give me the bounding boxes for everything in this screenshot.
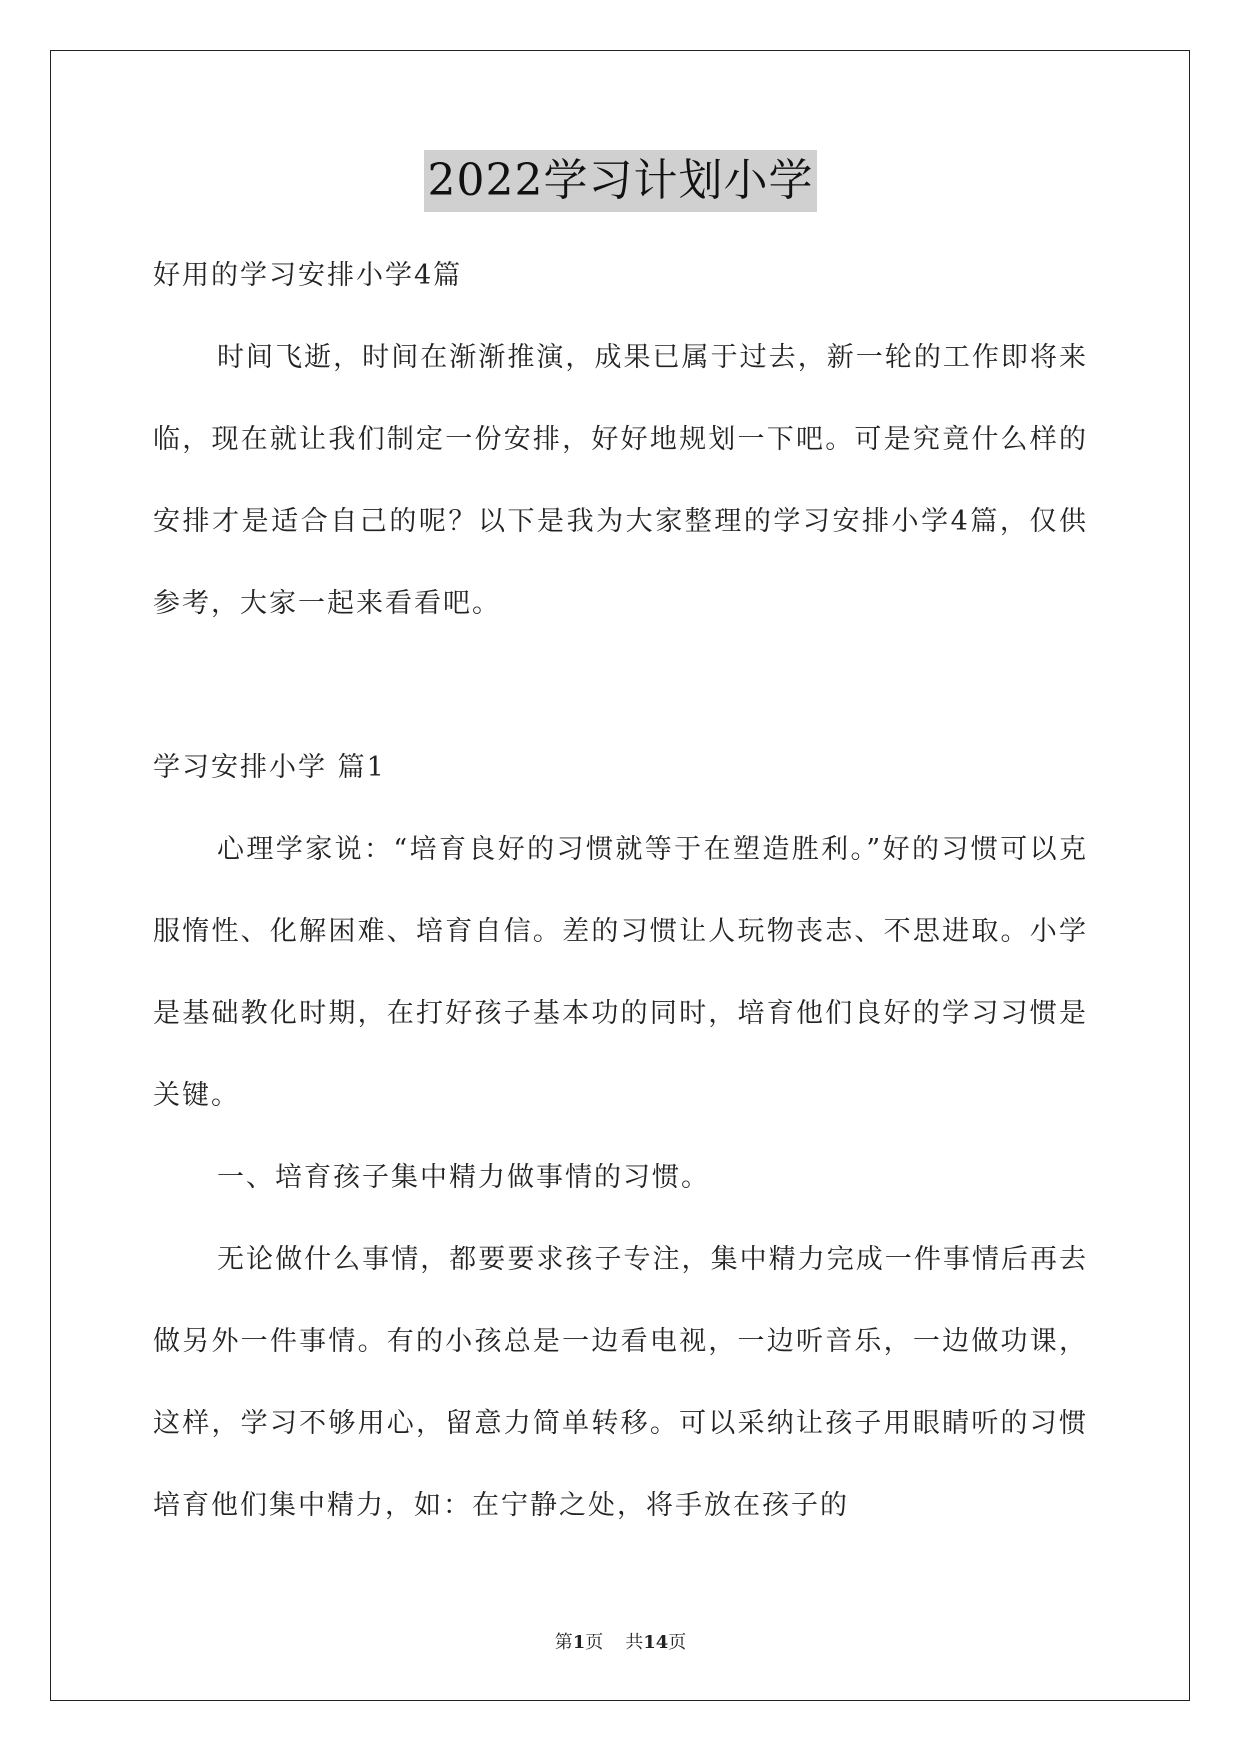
body-paragraph: 无论做什么事情，都要要求孩子专注，集中精力完成一件事情后再去做另外一件事情。有的小孩总是一边看电视，一边听音乐，一边做功课，这样，学习不够用心，留意力简单转移。可以采纳让孩子用眼睛听的习惯培育他们集中精力，如：在宁静之处，将手放在孩子的 — [153, 1244, 1088, 1521]
total-prefix: 共 — [625, 1632, 644, 1653]
intro-paragraph: 时间飞逝，时间在渐渐推演，成果已属于过去，新一轮的工作即将来临，现在就让我们制定一份安排，好好地规划一下吧。可是究竟什么样的安排才是适合自己的呢？以下是我为大家整理的学习安排小学4篇，仅供参考，大家一起来看看吧。 — [153, 342, 1088, 619]
document-title: 2022学习计划小学 — [424, 150, 818, 212]
body-paragraph: 心理学家说：“培育良好的习惯就等于在塑造胜利。”好的习惯可以克服惰性、化解困难、培育自信。差的习惯让人玩物丧志、不思进取。小学是基础教化时期，在打好孩子基本功的同时，培育他们良好的学习习惯是关键。 — [153, 834, 1088, 1111]
page-unit: 页 — [585, 1632, 604, 1653]
total-unit: 页 — [668, 1632, 687, 1653]
page-footer — [0, 1628, 1241, 1654]
document-subtitle: 好用的学习安排小学4篇 — [153, 260, 463, 291]
page-prefix: 第 — [554, 1632, 573, 1653]
current-page-number: 1 — [572, 1632, 586, 1653]
total-page-count: 14 — [643, 1632, 669, 1653]
title-container — [0, 150, 1241, 212]
section-heading: 学习安排小学 篇1 — [153, 752, 386, 783]
list-heading: 一、培育孩子集中精力做事情的习惯。 — [217, 1162, 710, 1193]
document-body — [153, 235, 1088, 1547]
